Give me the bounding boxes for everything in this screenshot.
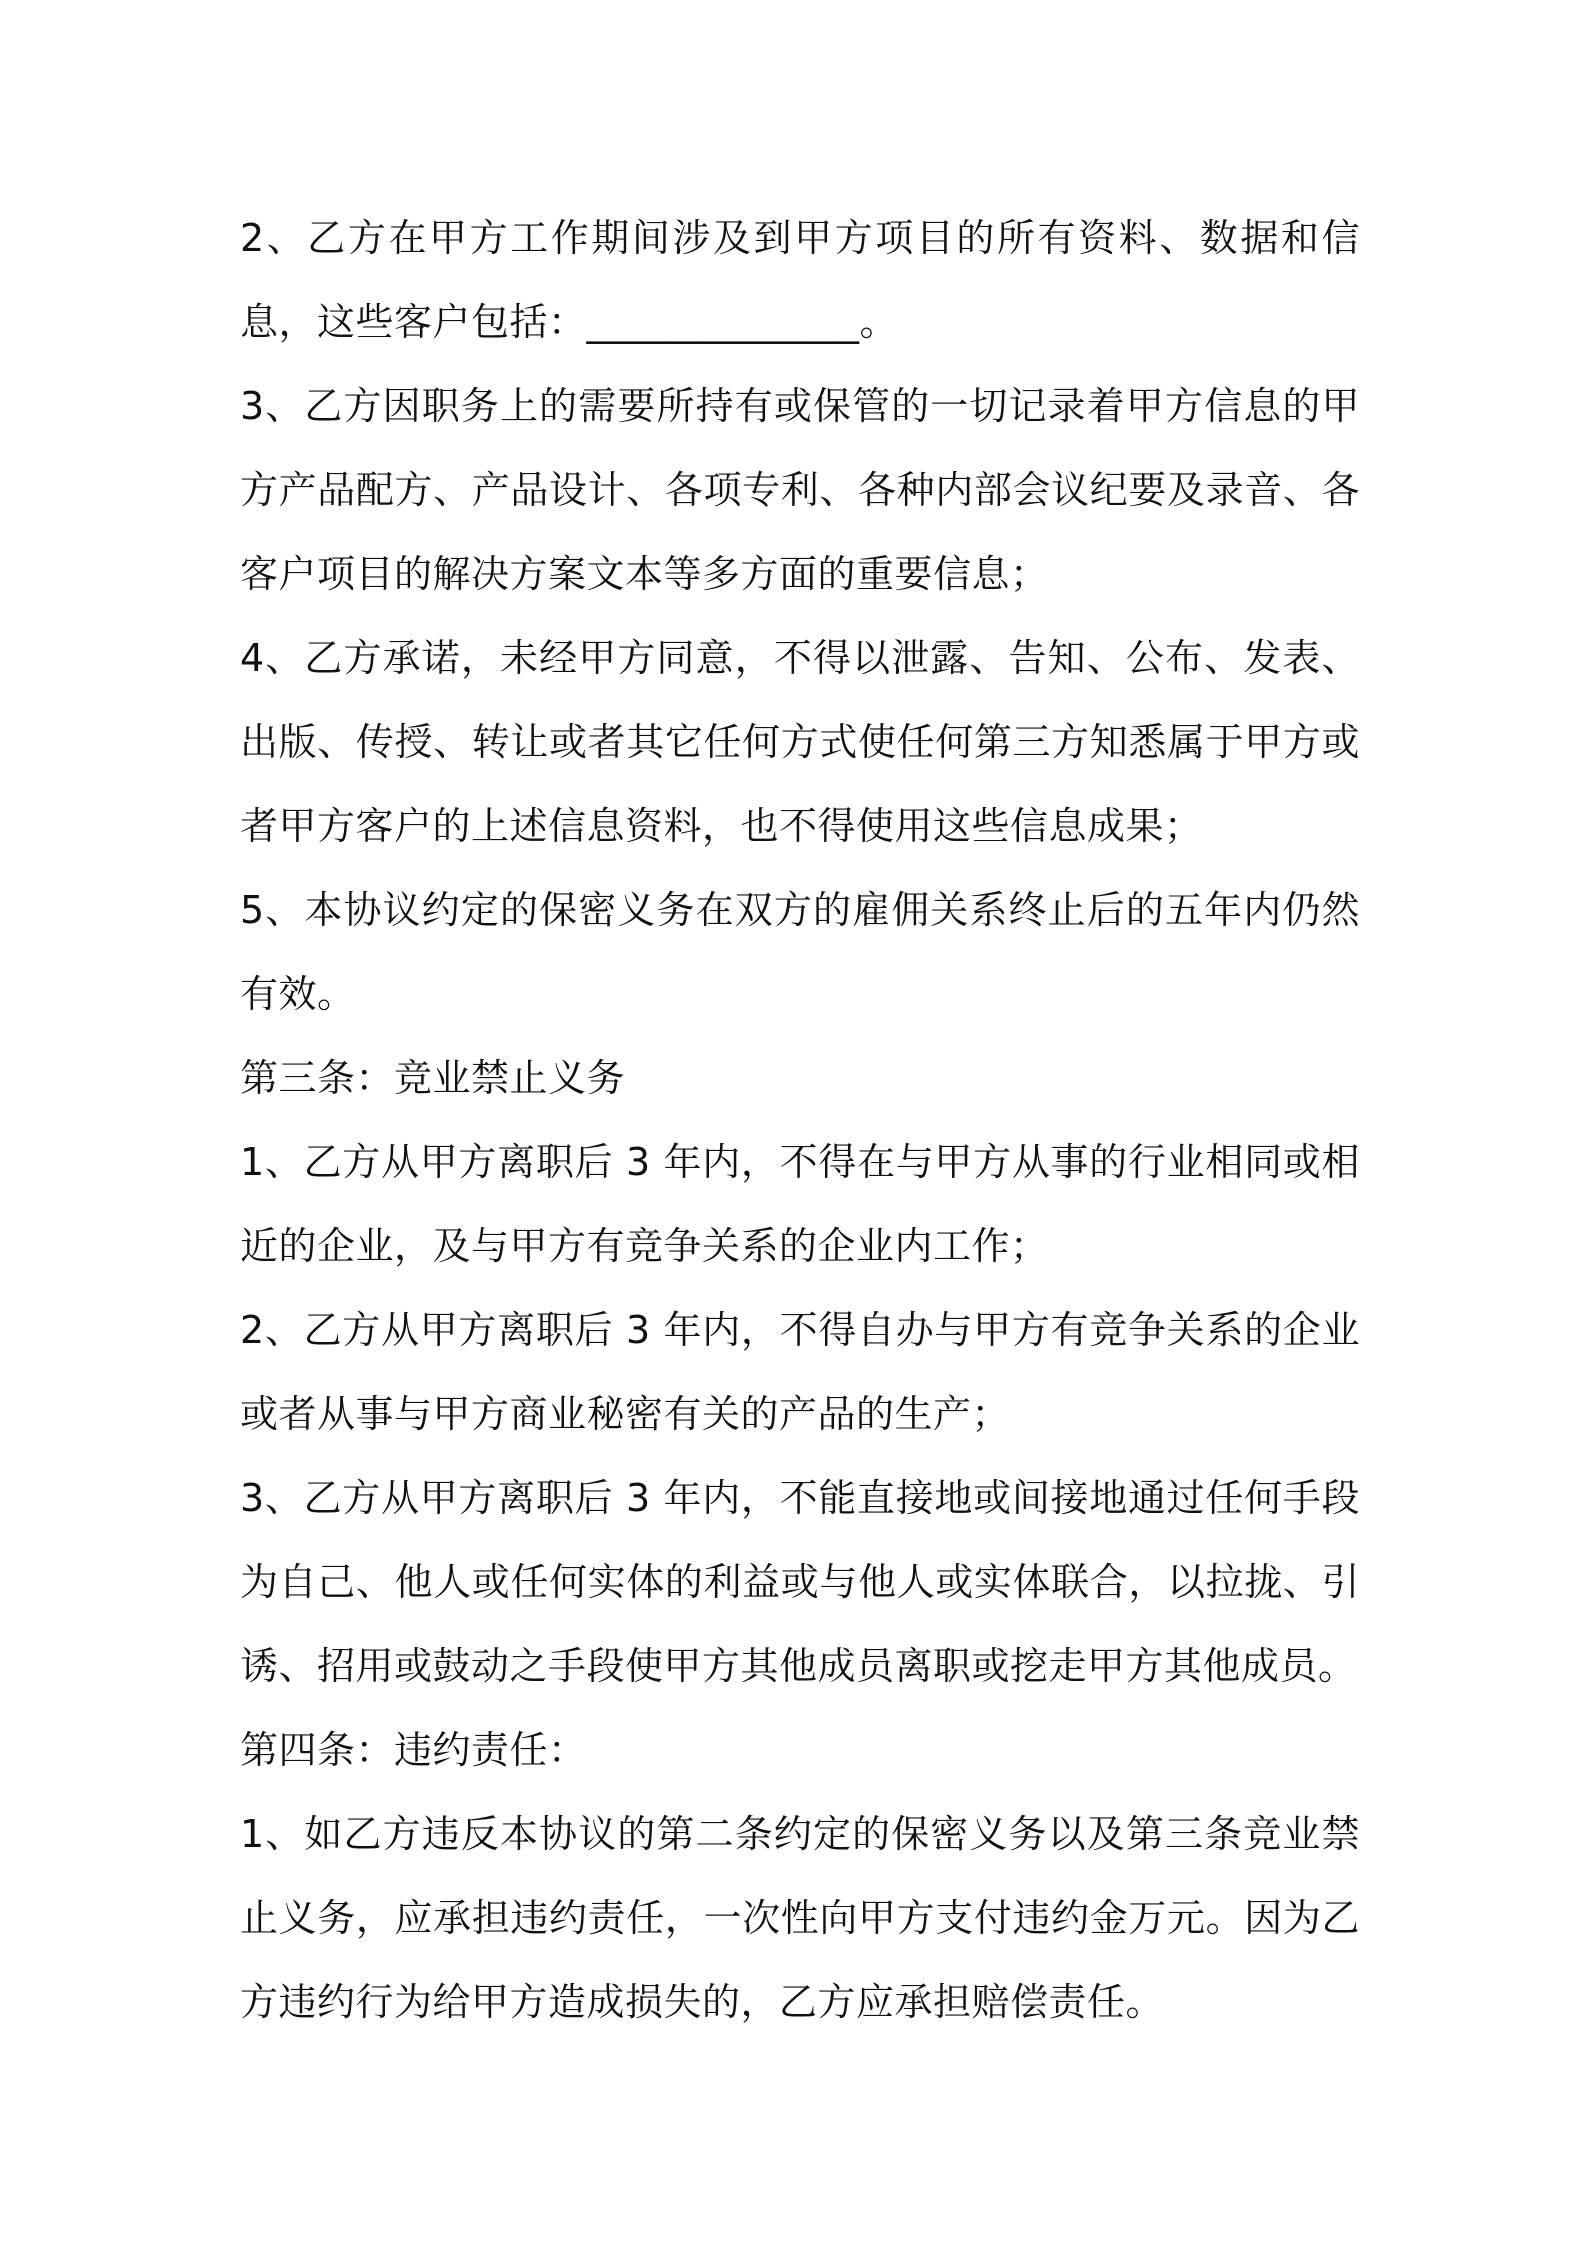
clause-2-5-paragraph: 5、本协议约定的保密义务在双方的雇佣关系终止后的五年内仍然有效。 <box>240 888 1360 1016</box>
article-3-heading: 第三条：竞业禁止义务 <box>240 1056 626 1100</box>
clause-3-2-paragraph: 2、乙方从甲方离职后 3 年内，不得自办与甲方有竞争关系的企业或者从事与甲方商业秘密有关的产品的生产； <box>240 1308 1360 1436</box>
clause-2-3-paragraph: 3、乙方因职务上的需要所持有或保管的一切记录着甲方信息的甲方产品配方、产品设计、各项专利、各种内部会议纪要及录音、各客户项目的解决方案文本等多方面的重要信息； <box>240 384 1360 596</box>
clause-4-1-paragraph: 1、如乙方违反本协议的第二条约定的保密义务以及第三条竞业禁止义务，应承担违约责任，一次性向甲方支付违约金万元。因为乙方违约行为给甲方造成损失的，乙方应承担赔偿责任。 <box>240 1812 1360 2024</box>
article-4-heading: 第四条：违约责任： <box>240 1728 587 1772</box>
clause-3-3-paragraph: 3、乙方从甲方离职后 3 年内，不能直接地或间接地通过任何手段为自己、他人或任何实体的利益或与他人或实体联合，以拉拢、引诱、招用或鼓动之手段使甲方其他成员离职或挖走甲方其他成员。 <box>240 1476 1360 1688</box>
clause-2-4-paragraph: 4、乙方承诺，未经甲方同意，不得以泄露、告知、公布、发表、出版、传授、转让或者其它任何方式使任何第三方知悉属于甲方或者甲方客户的上述信息资料，也不得使用这些信息成果； <box>240 636 1360 848</box>
document-body <box>240 196 1360 2044</box>
clause-2-2-paragraph: 2、乙方在甲方工作期间涉及到甲方项目的所有资料、数据和信息，这些客户包括：______________。 <box>240 216 1360 344</box>
clause-3-1-paragraph: 1、乙方从甲方离职后 3 年内，不得在与甲方从事的行业相同或相近的企业，及与甲方有竞争关系的企业内工作； <box>240 1140 1360 1268</box>
